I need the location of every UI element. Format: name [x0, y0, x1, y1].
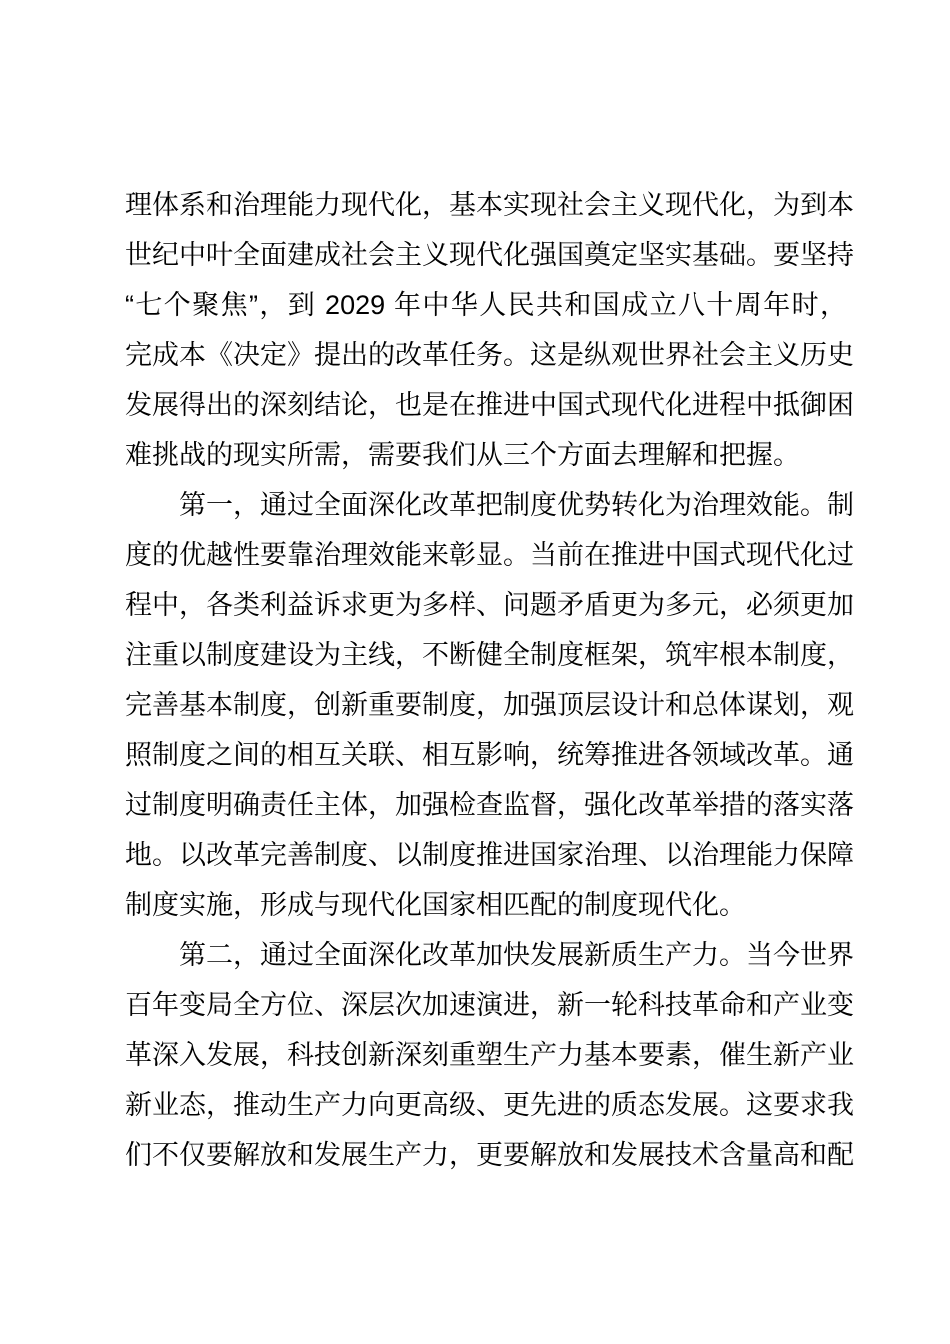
- text-line: 第二，通过全面深化改革加快发展新质生产力。当今世界: [179, 940, 854, 970]
- text-line: 理体系和治理能力现代化，基本实现社会主义现代化，为到本: [125, 190, 854, 220]
- text-line: “七个聚焦”，到 2029 年中华人民共和国成立八十周年时，: [125, 290, 847, 320]
- paragraph: [125, 480, 854, 930]
- text-line: 地。以改革完善制度、以制度推进国家治理、以治理能力保障: [125, 840, 854, 870]
- text-line: 难挑战的现实所需，需要我们从三个方面去理解和把握。: [125, 440, 800, 470]
- text-line: 们不仅要解放和发展生产力，更要解放和发展技术含量高和配: [125, 1140, 854, 1170]
- text-line: 注重以制度建设为主线，不断健全制度框架，筑牢根本制度，: [125, 640, 854, 670]
- text-line: 完善基本制度，创新重要制度，加强顶层设计和总体谋划，观: [125, 690, 854, 720]
- text-line: 第一，通过全面深化改革把制度优势转化为治理效能。制: [179, 490, 854, 520]
- text-line: 完成本《决定》提出的改革任务。这是纵观世界社会主义历史: [125, 340, 854, 370]
- text-line: 照制度之间的相互关联、相互影响，统筹推进各领域改革。通: [125, 740, 854, 770]
- text-line: 度的优越性要靠治理效能来彰显。当前在推进中国式现代化过: [125, 540, 854, 570]
- paragraph: [125, 930, 854, 1180]
- paragraph: [125, 180, 854, 480]
- text-line: 发展得出的深刻结论，也是在推进中国式现代化进程中抵御困: [125, 390, 854, 420]
- text-line: 百年变局全方位、深层次加速演进，新一轮科技革命和产业变: [125, 990, 854, 1020]
- text-line: 过制度明确责任主体，加强检查监督，强化改革举措的落实落: [125, 790, 854, 820]
- text-line: 世纪中叶全面建成社会主义现代化强国奠定坚实基础。要坚持: [125, 240, 854, 270]
- text-line: 制度实施，形成与现代化国家相匹配的制度现代化。: [125, 890, 746, 920]
- page-text: [125, 180, 854, 1180]
- text-line: 革深入发展，科技创新深刻重塑生产力基本要素，催生新产业: [125, 1040, 854, 1070]
- text-line: 新业态，推动生产力向更高级、更先进的质态发展。这要求我: [125, 1090, 854, 1120]
- text-line: 程中，各类利益诉求更为多样、问题矛盾更为多元，必须更加: [125, 590, 854, 620]
